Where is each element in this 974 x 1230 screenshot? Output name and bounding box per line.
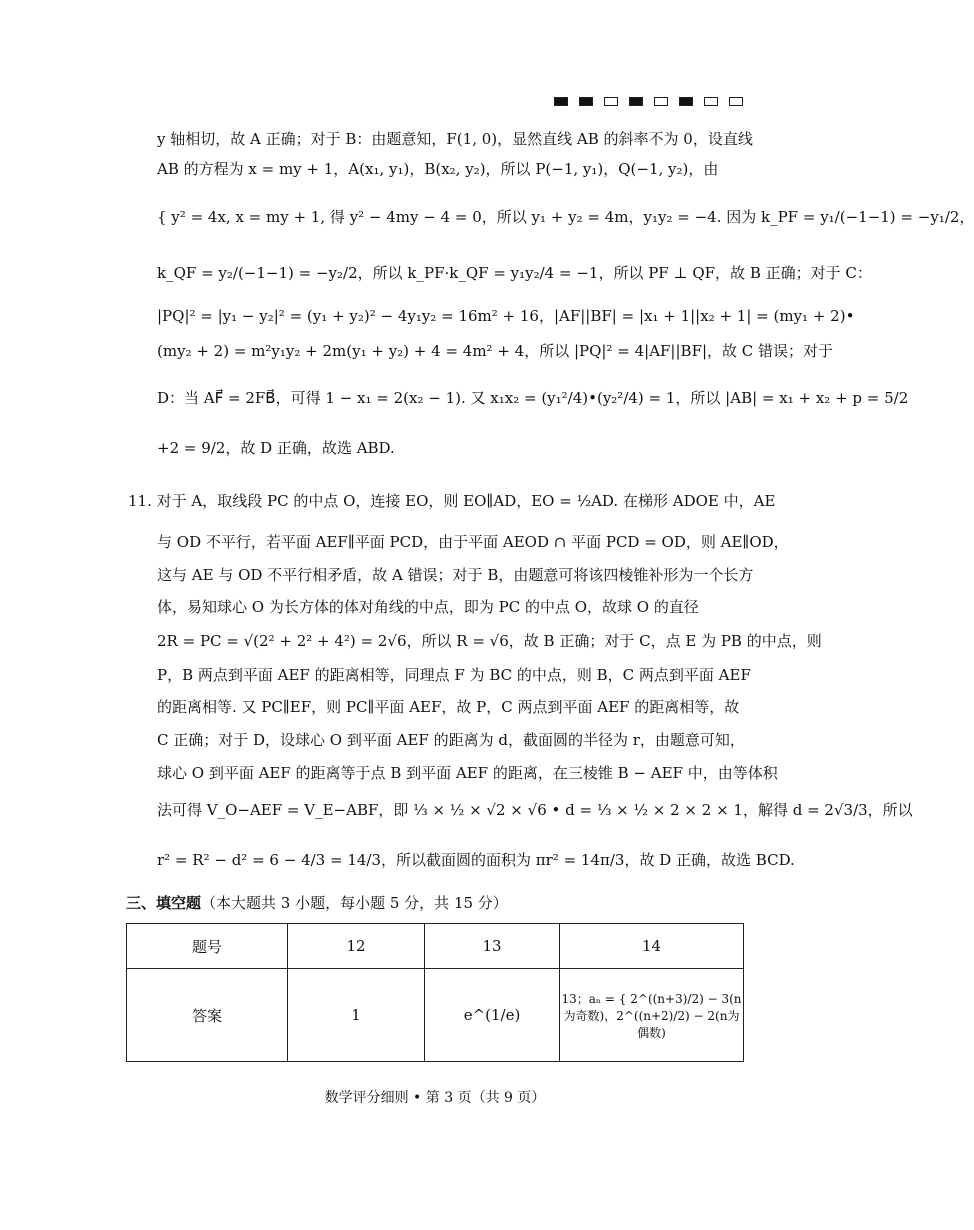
problem-11-line: 体，易知球心 O 为长方体的体对角线的中点，即为 PC 的中点 O，故球 O 的直径 xyxy=(157,598,699,616)
problem-11-line: 这与 AE 与 OD 不平行相矛盾，故 A 错误；对于 B，由题意可将该四棱锥补形为一个长方 xyxy=(157,566,754,584)
solution-text-line: D：当 AF⃗ = 2FB⃗，可得 1 − x₁ = 2(x₂ − 1). 又 x₁x₂ = (y₁²/4)•(y₂²/4) = 1，所以 |AB| = x₁ + x₂ + p = 5/2 xyxy=(157,389,909,407)
section-note: （本大题共 3 小题，每小题 5 分，共 15 分） xyxy=(201,894,508,912)
solution-text-line: k_QF = y₂/(−1−1) = −y₂/2，所以 k_PF·k_QF = y₁y₂/4 = −1，所以 PF ⊥ QF，故 B 正确；对于 C： xyxy=(157,264,872,282)
problem-11-line: 11. 对于 A，取线段 PC 的中点 O，连接 EO，则 EO∥AD，EO = ½AD. 在梯形 ADOE 中，AE xyxy=(128,492,776,510)
page-footer: 数学评分细则 • 第 3 页（共 9 页） xyxy=(324,1090,546,1106)
header-cell-12: 12 xyxy=(288,924,425,969)
section-heading xyxy=(126,892,508,913)
page-marker xyxy=(579,97,593,106)
solution-text-line: { y² = 4x, x = my + 1, 得 y² − 4my − 4 = 0，所以 y₁ + y₂ = 4m，y₁y₂ = −4. 因为 k_PF = y₁/(−1−1) = −y₁/2， xyxy=(157,208,974,226)
solution-text-line: y 轴相切，故 A 正确；对于 B：由题意知，F(1, 0)，显然直线 AB 的斜率不为 0，设直线 xyxy=(157,130,753,148)
problem-11-line: 法可得 V_O−AEF = V_E−ABF，即 ⅓ × ½ × √2 × √6 • d = ⅓ × ½ × 2 × 2 × 1，解得 d = 2√3/3，所以 xyxy=(157,801,913,819)
answer-cell-13: e^(1/e) xyxy=(425,969,560,1062)
page-marker xyxy=(679,97,693,106)
answer-cell-14: 13；aₙ = { 2^((n+3)/2) − 3(n为奇数)，2^((n+2)/2) − 2(n为偶数) xyxy=(560,969,744,1062)
answer-table-header-row xyxy=(127,924,744,969)
answer-label-cell: 答案 xyxy=(127,969,288,1062)
problem-11-line: 的距离相等. 又 PC∥EF，则 PC∥平面 AEF，故 P，C 两点到平面 AEF 的距离相等，故 xyxy=(157,698,740,716)
answer-table-row xyxy=(127,969,744,1062)
page-marker xyxy=(729,97,743,106)
answer-cell-12: 1 xyxy=(288,969,425,1062)
solution-text-line: (my₂ + 2) = m²y₁y₂ + 2m(y₁ + y₂) + 4 = 4m² + 4，所以 |PQ|² = 4|AF||BF|，故 C 错误；对于 xyxy=(157,342,834,360)
problem-11-line: 球心 O 到平面 AEF 的距离等于点 B 到平面 AEF 的距离，在三棱锥 B − AEF 中，由等体积 xyxy=(157,764,778,782)
problem-11-line: 与 OD 不平行，若平面 AEF∥平面 PCD，由于平面 AEOD ∩ 平面 PCD = OD，则 AE∥OD， xyxy=(157,533,789,551)
page-marker xyxy=(654,97,668,106)
header-cell-question-number: 题号 xyxy=(127,924,288,969)
solution-text-line: |PQ|² = |y₁ − y₂|² = (y₁ + y₂)² − 4y₁y₂ = 16m² + 16，|AF||BF| = |x₁ + 1||x₂ + 1| = (my₁ + 2)• xyxy=(157,307,855,325)
page-marker-strip xyxy=(554,97,743,106)
problem-11-line: C 正确；对于 D，设球心 O 到平面 AEF 的距离为 d，截面圆的半径为 r，由题意可知， xyxy=(157,731,745,749)
problem-11-line: P，B 两点到平面 AEF 的距离相等，同理点 F 为 BC 的中点，则 B，C 两点到平面 AEF xyxy=(157,666,751,684)
solution-text-line: AB 的方程为 x = my + 1，A(x₁, y₁)，B(x₂, y₂)，所以 P(−1, y₁)，Q(−1, y₂)，由 xyxy=(157,160,719,178)
header-cell-13: 13 xyxy=(425,924,560,969)
problem-11-line: r² = R² − d² = 6 − 4/3 = 14/3，所以截面圆的面积为 πr² = 14π/3，故 D 正确，故选 BCD. xyxy=(157,851,795,869)
problem-11-line: 2R = PC = √(2² + 2² + 4²) = 2√6，所以 R = √6，故 B 正确；对于 C，点 E 为 PB 的中点，则 xyxy=(157,632,822,650)
page-marker xyxy=(604,97,618,106)
section-title: 三、填空题 xyxy=(126,894,202,912)
solution-text-line: +2 = 9/2，故 D 正确，故选 ABD. xyxy=(157,439,395,457)
page-marker xyxy=(554,97,568,106)
header-cell-14: 14 xyxy=(560,924,744,969)
page-marker xyxy=(629,97,643,106)
answer-table xyxy=(126,923,744,1062)
page-marker xyxy=(704,97,718,106)
